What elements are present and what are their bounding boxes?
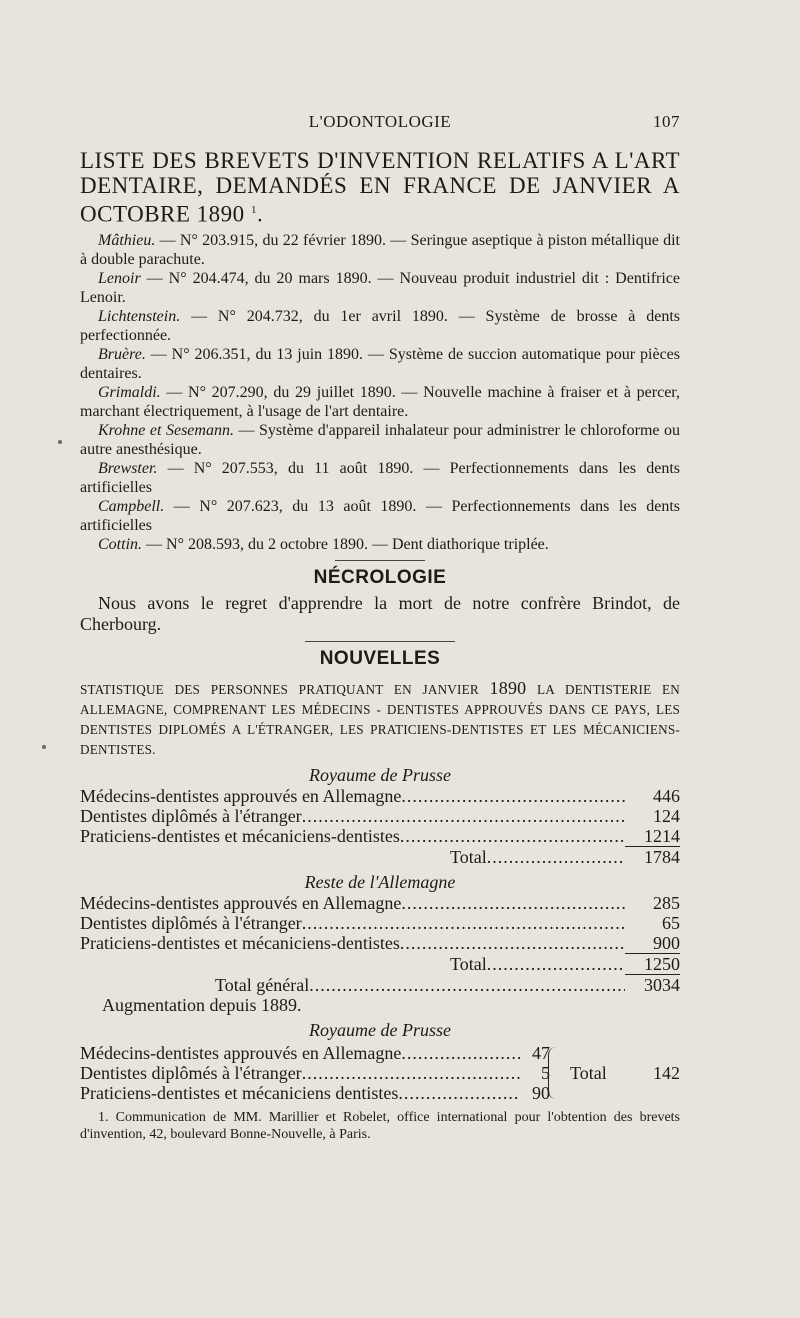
patent-entry — [80, 383, 680, 421]
stat-value: 1214 — [625, 826, 680, 847]
total-value: 1784 — [644, 846, 680, 867]
stat-value: 285 — [653, 892, 680, 913]
patent-text: — N° 204.732, du 1er avril 1890. — Système de brosse à dents perfectionnée. — [80, 307, 681, 344]
running-header — [80, 112, 680, 136]
stat-row — [80, 826, 680, 847]
running-title: L'ODONTOLOGIE — [308, 112, 452, 131]
leader-dots — [398, 1083, 520, 1103]
patent-entry — [80, 345, 680, 383]
bracketed-totals — [80, 1043, 680, 1103]
stat-row — [80, 1083, 550, 1103]
patent-text: — Système d'appareil inhalateur pour administrer le chloroforme ou autre anesthésique. — [80, 421, 681, 458]
total-label: Total — [450, 846, 487, 867]
stat-row — [80, 933, 680, 954]
inventor-name: Cottin. — [98, 535, 143, 553]
stat-value: 124 — [653, 805, 680, 826]
stat-label: Dentistes diplômés à l'étranger — [80, 912, 302, 933]
stat-label: Praticiens-dentistes et mécaniciens-dentistes — [80, 932, 400, 953]
article-title: LISTE DES BREVETS D'INVENTION RELATIFS A L'ART DENTAIRE, DEMANDÉS EN FRANCE DE JANVIER A OCTOBRE 1890 $^1$. — [80, 148, 680, 227]
grand-total-row — [80, 975, 680, 995]
leader-dots — [400, 933, 625, 954]
inventor-name: Bruère. — [98, 345, 146, 363]
leader-dots — [400, 826, 625, 847]
total-value: 1250 — [625, 954, 680, 975]
stat-label: Dentistes diplômés à l'étranger — [80, 1062, 302, 1083]
patent-entry — [80, 497, 680, 535]
patent-text: — N° 208.593, du 2 octobre 1890. — Dent diathorique triplée. — [146, 535, 549, 553]
patent-entry — [80, 307, 680, 345]
patent-entry — [80, 269, 680, 307]
inventor-name: Campbell. — [98, 497, 165, 515]
leader-dots — [401, 786, 625, 806]
stat-label: Dentistes diplômés à l'étranger — [80, 805, 302, 826]
stat-value: 90 — [532, 1082, 550, 1103]
augmentation-text: Augmentation depuis 1889. — [102, 994, 302, 1015]
leader-dots — [401, 1043, 520, 1063]
stat-value: 47 — [532, 1042, 550, 1063]
leader-dots — [302, 1063, 520, 1083]
total-label: Total — [450, 953, 487, 974]
leader-dots — [309, 975, 625, 995]
region-heading: Royaume de Prusse — [309, 1019, 451, 1040]
stat-row — [80, 893, 680, 913]
article-title-text: LISTE DES BREVETS D'INVENTION RELATIFS A L'ART DENTAIRE, DEMANDÉS EN FRANCE DE JANVIER A OCTOBRE 1890 — [80, 148, 680, 227]
footnote-number: 1. — [98, 1109, 109, 1125]
intro-year: 1890 — [489, 677, 527, 698]
patent-text: — N° 206.351, du 13 juin 1890. — Système de succion automatique pour pièces dentaires. — [80, 345, 681, 382]
intro-after: LA DENTISTERIE EN ALLEMAGNE, COMPRENANT LES MÉDECINS - DENTISTES APPROUVÉS DANS CE PAYS, LES DENTISTES DIPLOMÉS A L'ÉTRANGER, LES PRATICIENS-DENTISTES ET LES MÉCANICIENS-DENTISTES. — [80, 681, 681, 757]
patent-entry — [80, 421, 680, 459]
inventor-name: Lichtenstein. — [98, 307, 181, 325]
statistics-intro — [80, 678, 680, 760]
inventor-name: Lenoir — [98, 269, 141, 287]
stat-value: 446 — [653, 785, 680, 806]
footnote — [80, 1109, 680, 1143]
stat-row — [80, 786, 680, 806]
patent-text: — N° 207.553, du 11 août 1890. — Perfectionnements dans les dents artificielles — [80, 459, 681, 496]
grand-total-label: Total général — [215, 974, 310, 995]
stat-label: Praticiens-dentistes et mécaniciens-dentistes — [80, 825, 400, 846]
footnote-text: Communication de MM. Marillier et Robelet, office international pour l'obtention des brevets d'invention, 42, boulevard Bonne-Nouvelle, à Paris. — [80, 1109, 681, 1142]
leader-dots — [302, 806, 625, 826]
book-page — [80, 112, 680, 1143]
leader-dots — [487, 954, 625, 975]
section-divider — [335, 560, 425, 561]
leader-dots — [401, 893, 625, 913]
nouvelles-heading: NOUVELLES — [319, 647, 441, 669]
inventor-name: Brewster. — [98, 459, 158, 477]
patent-entry — [80, 231, 680, 269]
paper-speck — [42, 745, 46, 749]
bracket-total-label: Total — [570, 1062, 607, 1083]
stat-label: Médecins-dentistes approuvés en Allemagne — [80, 1042, 402, 1063]
stat-row — [80, 913, 680, 933]
stat-row — [80, 1063, 550, 1083]
region-heading: Reste de l'Allemagne — [304, 871, 456, 892]
section-divider — [305, 641, 455, 642]
total-row — [80, 954, 680, 975]
stat-label: Médecins-dentistes approuvés en Allemagne — [80, 785, 402, 806]
grand-total-value: 3034 — [644, 974, 680, 995]
stat-value: 65 — [662, 912, 680, 933]
total-row — [80, 847, 680, 867]
curly-brace — [548, 1047, 559, 1099]
patent-list — [80, 231, 680, 554]
inventor-name: Mâthieu. — [98, 231, 156, 249]
patent-entry — [80, 535, 680, 554]
stat-row — [80, 806, 680, 826]
paper-speck — [58, 440, 62, 444]
patent-text: — N° 203.915, du 22 février 1890. — Seringue aseptique à piston métallique dit à double parachute. — [80, 231, 680, 268]
inventor-name: Krohne et Sesemann. — [98, 421, 234, 439]
stat-value: 900 — [625, 933, 680, 954]
stat-label: Médecins-dentistes approuvés en Allemagne — [80, 892, 402, 913]
stat-row — [80, 1043, 550, 1063]
patent-text: — N° 207.290, du 29 juillet 1890. — Nouvelle machine à fraiser et à percer, marchant électriquement, à l'usage de l'art dentaire. — [80, 383, 680, 420]
page-number: 107 — [653, 112, 680, 131]
stat-label: Praticiens-dentistes et mécaniciens dentistes — [80, 1082, 399, 1103]
leader-dots — [487, 847, 625, 867]
inventor-name: Grimaldi. — [98, 383, 161, 401]
patent-entry — [80, 459, 680, 497]
augmentation-line — [80, 995, 680, 1015]
necrologie-text: Nous avons le regret d'apprendre la mort de notre confrère Brindot, de Cherbourg. — [80, 592, 680, 634]
region-heading: Royaume de Prusse — [309, 764, 451, 785]
bracket-total-value: 142 — [653, 1062, 680, 1083]
footnote-marker: 1 — [250, 204, 257, 216]
necrologie-heading: NÉCROLOGIE — [313, 566, 447, 588]
leader-dots — [302, 913, 625, 933]
stat-value: 5 — [541, 1062, 550, 1083]
intro-before: STATISTIQUE DES PERSONNES PRATIQUANT EN JANVIER — [80, 681, 479, 697]
patent-text: — N° 204.474, du 20 mars 1890. — Nouveau produit industriel dit : Dentifrice Lenoir. — [80, 269, 681, 306]
patent-text: — N° 207.623, du 13 août 1890. — Perfectionnements dans les dents artificielles — [80, 497, 680, 534]
